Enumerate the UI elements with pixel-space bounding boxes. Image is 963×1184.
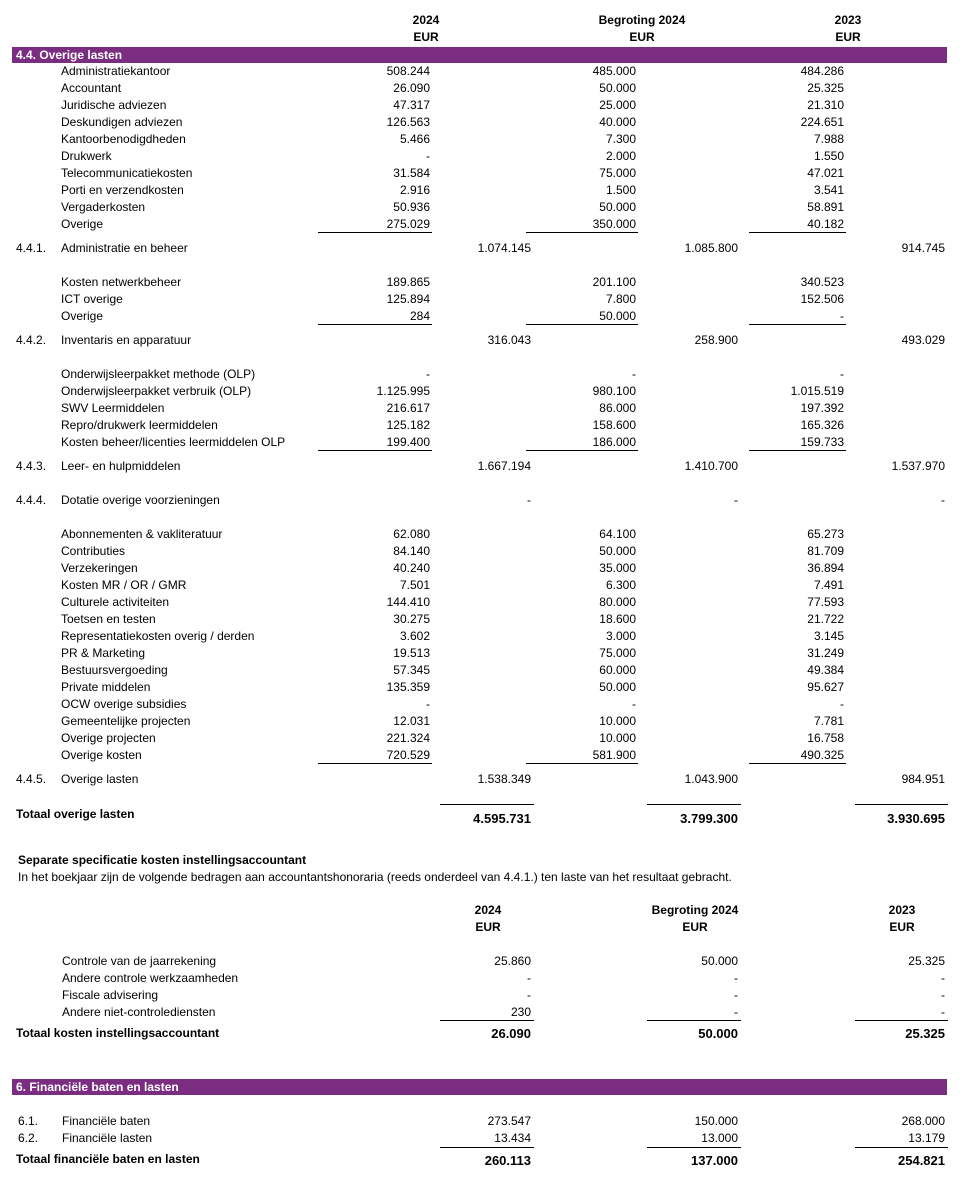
accountant-item-label: Andere controle werkzaamheden [62, 971, 239, 985]
line-item-2024: 125.894 [386, 292, 430, 306]
subtotal-rule [318, 324, 432, 325]
line-item-budget: 60.000 [599, 663, 636, 677]
total-2023: 3.930.695 [887, 811, 945, 826]
line-item-2024: 84.140 [393, 544, 430, 558]
line-item-2023: 81.709 [807, 544, 844, 558]
accountant-item-budget: - [734, 988, 738, 1002]
line-item-budget: 485.000 [592, 64, 636, 78]
line-item-2024: 199.400 [386, 435, 430, 449]
line-item-2023: 165.326 [800, 418, 844, 432]
finance-item-2023: 13.179 [908, 1131, 945, 1145]
subtotal-rule [318, 763, 432, 764]
subtotal-2023: 984.951 [901, 772, 945, 786]
line-item-2024: 284 [409, 309, 430, 323]
accountant-section-title: Separate specificatie kosten instellingsaccountant [18, 853, 307, 867]
line-item-label: Telecommunicatiekosten [61, 166, 193, 180]
subtotal-2024: 1.538.349 [477, 772, 531, 786]
accountant-column-unit-y2024: EUR [475, 920, 501, 934]
line-item-2023: 95.627 [807, 680, 844, 694]
line-item-2023: 47.021 [807, 166, 844, 180]
finance-total-rule [647, 1147, 741, 1148]
line-item-budget: 158.600 [592, 418, 636, 432]
subtotal-label: Leer- en hulpmiddelen [61, 459, 181, 473]
line-item-label: Culturele activiteiten [61, 595, 170, 609]
line-item-2024: 144.410 [386, 595, 430, 609]
line-item-budget: 50.000 [599, 309, 636, 323]
line-item-label: Juridische adviezen [61, 98, 167, 112]
line-item-label: Abonnementen & vakliteratuur [61, 527, 223, 541]
line-item-2023: 484.286 [800, 64, 844, 78]
line-item-2024: 31.584 [393, 166, 430, 180]
subtotal-budget: 258.900 [694, 333, 738, 347]
line-item-budget: 350.000 [592, 217, 636, 231]
line-item-2023: 21.722 [807, 612, 844, 626]
line-item-2023: 16.758 [807, 731, 844, 745]
line-item-budget: 6.300 [605, 578, 636, 592]
line-item-budget: 7.800 [605, 292, 636, 306]
line-item-label: Kosten MR / OR / GMR [61, 578, 187, 592]
finance-total-rule [440, 1147, 534, 1148]
line-item-2024: 221.324 [386, 731, 430, 745]
line-item-2023: - [840, 309, 844, 323]
subtotal-label: Overige lasten [61, 772, 139, 786]
subtotal-rule [526, 232, 638, 233]
subtotal-rule [749, 324, 846, 325]
line-item-budget: 50.000 [599, 544, 636, 558]
subtotal-budget: 1.085.800 [684, 241, 738, 255]
finance-item-2023: 268.000 [901, 1114, 945, 1128]
line-item-label: Overige kosten [61, 748, 142, 762]
line-item-2023: 1.015.519 [790, 384, 844, 398]
line-item-2023: 36.894 [807, 561, 844, 575]
line-item-2023: 7.988 [813, 132, 844, 146]
line-item-2023: 21.310 [807, 98, 844, 112]
line-item-label: ICT overige [61, 292, 123, 306]
line-item-2024: 126.563 [386, 115, 430, 129]
line-item-budget: 18.600 [599, 612, 636, 626]
line-item-2024: 189.865 [386, 275, 430, 289]
column-header-y2023: 2023 [834, 13, 862, 27]
total-budget: 3.799.300 [680, 811, 738, 826]
section-header-bar [12, 47, 947, 63]
line-item-2024: 3.602 [399, 629, 430, 643]
total-rule [855, 804, 948, 805]
total-rule [440, 804, 534, 805]
finance-item-label: Financiële baten [62, 1114, 151, 1128]
subtotal-rule [526, 450, 638, 451]
line-item-label: Overige [61, 217, 104, 231]
finance-total-2024: 260.113 [484, 1153, 531, 1168]
line-item-2024: 30.275 [393, 612, 430, 626]
accountant-total-2023: 25.325 [905, 1026, 945, 1041]
line-item-2024: 57.345 [393, 663, 430, 677]
subtotal-2023: 914.745 [901, 241, 945, 255]
line-item-2024: 40.240 [393, 561, 430, 575]
line-item-2024: 50.936 [393, 200, 430, 214]
line-item-label: Accountant [61, 81, 122, 95]
line-item-2024: - [426, 149, 430, 163]
subtotal-rule [526, 763, 638, 764]
accountant-column-header-y2023: 2023 [888, 903, 916, 917]
accountant-item-2023: - [941, 1005, 945, 1019]
line-item-label: Representatiekosten overig / derden [61, 629, 255, 643]
accountant-item-budget: - [734, 1005, 738, 1019]
line-item-label: Kosten beheer/licenties leermiddelen OLP [61, 435, 286, 449]
line-item-budget: 10.000 [599, 731, 636, 745]
section-header-bar [12, 1079, 947, 1095]
line-item-budget: 25.000 [599, 98, 636, 112]
accountant-item-2024: 25.860 [494, 954, 531, 968]
line-item-2023: 25.325 [807, 81, 844, 95]
accountant-item-budget: - [734, 971, 738, 985]
accountant-item-2024: - [527, 971, 531, 985]
section-title: 6. Financiële baten en lasten [16, 1080, 179, 1094]
line-item-label: Gemeentelijke projecten [61, 714, 191, 728]
subtotal-2023: 493.029 [901, 333, 945, 347]
line-item-2023: 49.384 [807, 663, 844, 677]
line-item-2024: 5.466 [399, 132, 430, 146]
finance-item-2024: 13.434 [494, 1131, 531, 1145]
subtotal-2024: - [527, 493, 531, 507]
accountant-total-rule [440, 1020, 534, 1021]
line-item-budget: 75.000 [599, 646, 636, 660]
column-unit-y2023: EUR [835, 30, 861, 44]
accountant-total-rule [855, 1020, 948, 1021]
line-item-label: Private middelen [61, 680, 151, 694]
line-item-2024: 125.182 [386, 418, 430, 432]
line-item-2024: 508.244 [386, 64, 430, 78]
subtotal-rule [318, 232, 432, 233]
line-item-2024: 1.125.995 [376, 384, 430, 398]
line-item-2023: 65.273 [807, 527, 844, 541]
accountant-intro-text: In het boekjaar zijn de volgende bedragen aan accountantshonoraria (reeds onderdeel van 4.4.1.) ten laste van het resultaat gebracht. [18, 870, 732, 884]
subtotal-2023: - [941, 493, 945, 507]
finance-item-budget: 150.000 [694, 1114, 738, 1128]
accountant-item-label: Controle van de jaarrekening [62, 954, 217, 968]
line-item-label: Verzekeringen [61, 561, 138, 575]
line-item-label: Vergaderkosten [61, 200, 146, 214]
line-item-2024: 19.513 [393, 646, 430, 660]
line-item-2024: 2.916 [399, 183, 430, 197]
line-item-budget: 581.900 [592, 748, 636, 762]
line-item-budget: - [632, 367, 636, 381]
subtotal-code: 4.4.5. [16, 772, 47, 786]
finance-total-budget: 137.000 [691, 1153, 738, 1168]
finance-item-budget: 13.000 [701, 1131, 738, 1145]
line-item-label: Overige projecten [61, 731, 156, 745]
line-item-2023: 197.392 [800, 401, 844, 415]
subtotal-code: 4.4.3. [16, 459, 47, 473]
line-item-2023: 152.506 [800, 292, 844, 306]
total-rule [647, 804, 741, 805]
accountant-column-unit-budget: EUR [682, 920, 708, 934]
subtotal-code: 4.4.2. [16, 333, 47, 347]
line-item-2023: 77.593 [807, 595, 844, 609]
line-item-label: Repro/drukwerk leermiddelen [61, 418, 218, 432]
line-item-2023: 40.182 [807, 217, 844, 231]
subtotal-code: 4.4.4. [16, 493, 47, 507]
line-item-label: Porti en verzendkosten [61, 183, 184, 197]
line-item-budget: 75.000 [599, 166, 636, 180]
line-item-2024: - [426, 697, 430, 711]
total-2024: 4.595.731 [473, 811, 531, 826]
line-item-budget: 64.100 [599, 527, 636, 541]
accountant-column-header-budget: Begroting 2024 [651, 903, 739, 917]
finance-item-2024: 273.547 [487, 1114, 531, 1128]
line-item-label: Deskundigen adviezen [61, 115, 183, 129]
total-label: Totaal overige lasten [16, 807, 135, 821]
line-item-label: Bestuursvergoeding [61, 663, 168, 677]
finance-item-code: 6.1. [18, 1114, 39, 1128]
line-item-budget: 86.000 [599, 401, 636, 415]
line-item-2024: 275.029 [386, 217, 430, 231]
line-item-label: Toetsen en testen [61, 612, 156, 626]
accountant-item-2024: 230 [510, 1005, 531, 1019]
line-item-2024: 47.317 [393, 98, 430, 112]
column-unit-y2024: EUR [413, 30, 439, 44]
line-item-budget: - [632, 697, 636, 711]
line-item-2023: 159.733 [800, 435, 844, 449]
line-item-label: Onderwijsleerpakket verbruik (OLP) [61, 384, 252, 398]
line-item-2023: 7.781 [813, 714, 844, 728]
line-item-budget: 80.000 [599, 595, 636, 609]
subtotal-label: Administratie en beheer [61, 241, 188, 255]
line-item-2023: - [840, 367, 844, 381]
line-item-budget: 3.000 [605, 629, 636, 643]
line-item-budget: 2.000 [605, 149, 636, 163]
subtotal-budget: 1.410.700 [684, 459, 738, 473]
column-unit-budget: EUR [629, 30, 655, 44]
line-item-2024: 26.090 [393, 81, 430, 95]
line-item-2024: 135.359 [386, 680, 430, 694]
accountant-item-label: Fiscale advisering [62, 988, 159, 1002]
line-item-label: Kantoorbenodigdheden [61, 132, 186, 146]
line-item-2023: 3.541 [813, 183, 844, 197]
line-item-label: Contributies [61, 544, 126, 558]
subtotal-rule [318, 450, 432, 451]
line-item-budget: 1.500 [605, 183, 636, 197]
accountant-item-2023: - [941, 971, 945, 985]
subtotal-rule [749, 763, 846, 764]
line-item-budget: 35.000 [599, 561, 636, 575]
line-item-budget: 50.000 [599, 200, 636, 214]
accountant-total-label: Totaal kosten instellingsaccountant [16, 1026, 220, 1040]
subtotal-code: 4.4.1. [16, 241, 47, 255]
line-item-label: OCW overige subsidies [61, 697, 187, 711]
line-item-2023: 58.891 [807, 200, 844, 214]
line-item-2023: 7.491 [813, 578, 844, 592]
accountant-total-budget: 50.000 [698, 1026, 738, 1041]
line-item-label: Onderwijsleerpakket methode (OLP) [61, 367, 256, 381]
line-item-budget: 186.000 [592, 435, 636, 449]
line-item-2023: 490.325 [800, 748, 844, 762]
accountant-column-unit-y2023: EUR [889, 920, 915, 934]
subtotal-2023: 1.537.970 [891, 459, 945, 473]
accountant-total-rule [647, 1020, 741, 1021]
line-item-2024: 216.617 [386, 401, 430, 415]
line-item-budget: 980.100 [592, 384, 636, 398]
subtotal-budget: 1.043.900 [684, 772, 738, 786]
line-item-2024: 12.031 [393, 714, 430, 728]
subtotal-rule [749, 232, 846, 233]
line-item-2023: 224.651 [800, 115, 844, 129]
finance-item-code: 6.2. [18, 1131, 39, 1145]
line-item-budget: 40.000 [599, 115, 636, 129]
line-item-2024: 7.501 [399, 578, 430, 592]
accountant-total-2024: 26.090 [491, 1026, 531, 1041]
line-item-label: Overige [61, 309, 104, 323]
section-title: 4.4. Overige lasten [16, 48, 123, 62]
finance-total-2023: 254.821 [898, 1153, 945, 1168]
line-item-budget: 50.000 [599, 680, 636, 694]
line-item-label: PR & Marketing [61, 646, 146, 660]
line-item-budget: 10.000 [599, 714, 636, 728]
line-item-2023: - [840, 697, 844, 711]
column-header-y2024: 2024 [412, 13, 440, 27]
line-item-label: Kosten netwerkbeheer [61, 275, 182, 289]
accountant-item-budget: 50.000 [701, 954, 738, 968]
subtotal-rule [526, 324, 638, 325]
accountant-item-2024: - [527, 988, 531, 1002]
line-item-label: Drukwerk [61, 149, 112, 163]
subtotal-2024: 316.043 [487, 333, 531, 347]
line-item-budget: 50.000 [599, 81, 636, 95]
line-item-2023: 340.523 [800, 275, 844, 289]
subtotal-label: Inventaris en apparatuur [61, 333, 192, 347]
line-item-label: SWV Leermiddelen [61, 401, 165, 415]
subtotal-2024: 1.074.145 [477, 241, 531, 255]
line-item-budget: 201.100 [592, 275, 636, 289]
subtotal-rule [749, 450, 846, 451]
line-item-2023: 1.550 [813, 149, 844, 163]
accountant-item-2023: 25.325 [908, 954, 945, 968]
line-item-2023: 3.145 [813, 629, 844, 643]
line-item-2024: 720.529 [386, 748, 430, 762]
finance-item-label: Financiële lasten [62, 1131, 153, 1145]
accountant-column-header-y2024: 2024 [474, 903, 502, 917]
accountant-item-label: Andere niet-controlediensten [62, 1005, 216, 1019]
subtotal-2024: 1.667.194 [477, 459, 531, 473]
subtotal-budget: - [734, 493, 738, 507]
line-item-2024: 62.080 [393, 527, 430, 541]
line-item-2024: - [426, 367, 430, 381]
accountant-item-2023: - [941, 988, 945, 1002]
finance-total-rule [855, 1147, 948, 1148]
line-item-budget: 7.300 [605, 132, 636, 146]
line-item-label: Administratiekantoor [61, 64, 171, 78]
finance-total-label: Totaal financiële baten en lasten [16, 1152, 200, 1166]
line-item-2023: 31.249 [807, 646, 844, 660]
subtotal-label: Dotatie overige voorzieningen [61, 493, 220, 507]
column-header-budget: Begroting 2024 [598, 13, 686, 27]
